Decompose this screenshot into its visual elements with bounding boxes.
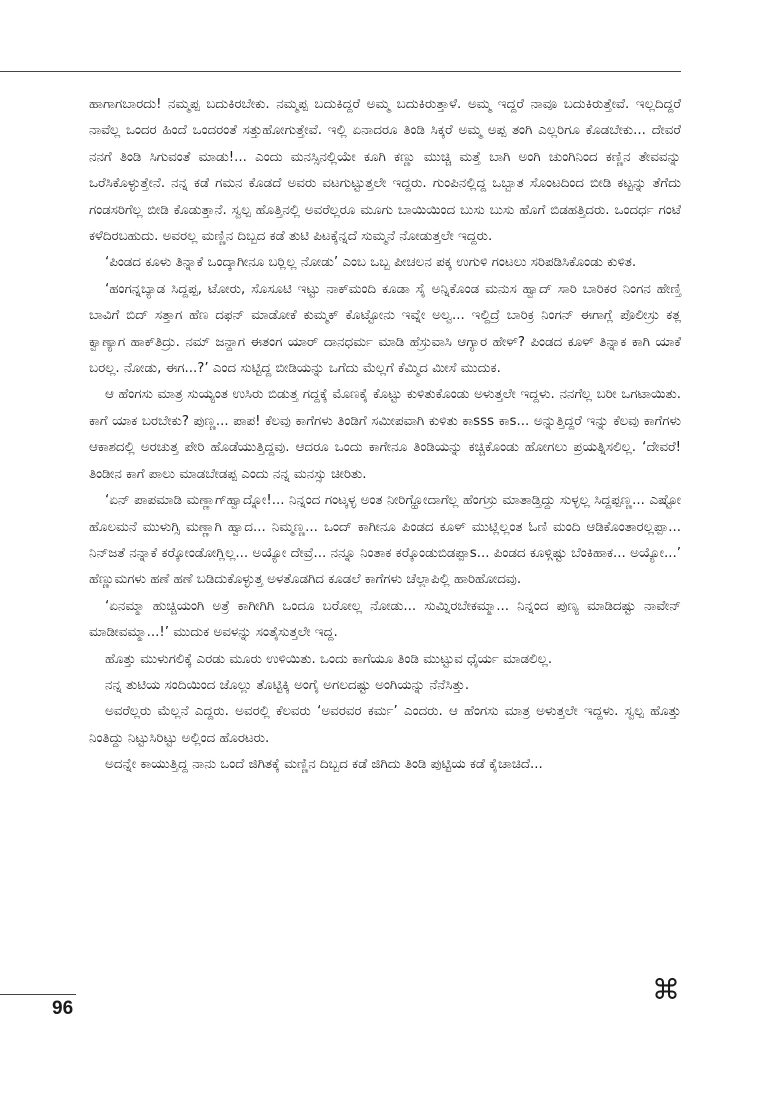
paragraph: ಅದನ್ನೇ ಕಾಯುತ್ತಿದ್ದ ನಾನು ಒಂದೆ ಜಿಗಿತಕ್ಕೆ ಮಣ್ಣಿನ ದಿಬ್ಬದ ಕಡೆ ಜಿಗಿದು ತಿಂಡಿ ಪುಟ್ಟಿಯ ಕಡೆ ಕೈಚಾಚಿದೆ... [105, 757, 543, 773]
text-body [89, 92, 681, 779]
paragraph: ಹಾಗಾಗಬಾರದು! ನಮ್ಮಪ್ಪ ಬದುಕಿರಬೇಕು. ನಮ್ಮಪ್ಪ ಬದುಕಿದ್ದರೆ ಅಮ್ಮ ಬದುಕಿರುತ್ತಾಳೆ. ಅಮ್ಮ ಇದ್ದರೆ ನಾವೂ ಬದುಕಿರುತ್ತೇವೆ. ಇಲ್ಲದಿದ್ದರೆ ನಾವೆಲ್ಲ ಒಂದರ ಹಿಂದೆ ಒಂದರಂತೆ ಸತ್ತುಹೋಗುತ್ತೇವೆ. ಇಲ್ಲಿ ಏನಾದರೂ ತಿಂಡಿ ಸಿಕ್ಕರೆ ಅಮ್ಮ ಅಪ್ಪ ತಂಗಿ ಎಲ್ಲರಿಗೂ ಕೊಡಬೇಕು... ದೇವರೆ ನನಗೆ ತಿಂಡಿ ಸಿಗುವಂತೆ ಮಾಡು!... ಎಂದು ಮನಸ್ಸಿನಲ್ಲಿಯೇ ಕೂಗಿ ಕಣ್ಣು ಮುಚ್ಚಿ ಮತ್ತೆ ಬಾಗಿ ಅಂಗಿ ಚುಂಗಿನಿಂದ ಕಣ್ಣಿನ ತೇವವನ್ನು ಒರೆಸಿಕೊಳ್ಳುತ್ತೇನೆ. ನನ್ನ ಕಡೆ ಗಮನ ಕೊಡದೆ ಅವರು ವಟಗುಟ್ಟುತ್ತಲೇ ಇದ್ದರು. ಗುಂಪಿನಲ್ಲಿದ್ದ ಒಬ್ಬಾತ ಸೊಂಟದಿಂದ ಬೀಡಿ ಕಟ್ಟನ್ನು ತೆಗೆದು ಗಂಡಸರಿಗೆಲ್ಲ ಬೀಡಿ ಕೊಡುತ್ತಾನೆ. ಸ್ವಲ್ಪ ಹೊತ್ತಿನಲ್ಲಿ ಅವರೆಲ್ಲರೂ ಮೂಗು ಬಾಯಿಯಿಂದ ಬುಸು ಬುಸು ಹೊಗೆ ಬಿಡಹತ್ತಿದರು. ಒಂದರ್ಧ ಗಂಟೆ ಕಳೆದಿರಬಹುದು. ಅವರಲ್ಲ ಮಣ್ಣಿನ ದಿಬ್ಬದ ಕಡೆ ತುಟಿ ಪಿಟಕ್ಕೆನ್ನದೆ ಸುಮ್ಮನೆ ನೋಡುತ್ತಲೇ ಇದ್ದರು. [89, 97, 681, 245]
place-of-interest-icon: ⌘ [652, 973, 680, 1006]
paragraph: ‘ಏನ್ ಪಾಪಮಾಡಿ ಮಣ್ಣಾಗ್‌ಹ್ವಾದ್ನೋ!... ನಿನ್ನಂದ ಗಂಟ್ಕಳ್ಳ ಅಂತ ನೀರಿಗ್ಹೋದಾಗೆಲ್ಲ ಹೆಂಗಸ್ರು ಮಾತಾಡ್ತಿದ್ದು ಸುಳ್ಳಲ್ಲ ಸಿದ್ದಪ್ಪಣ್ಣ... ಎಷ್ಟೋ ಹೊಲಮನೆ ಮುಳುಗ್ಸಿ ಮಣ್ಣಾಗಿ ಹ್ವಾದ... ನಿಮ್ಮಣ್ಣ... ಒಂದ್ ಕಾಗೀನೂ ಪಿಂಡದ ಕೂಳ್ ಮುಟ್ಲಿಲ್ಲಂತ ಓಣಿ ಮಂದಿ ಆಡಿಕೊಂತಾರಲ್ಲಪ್ಪಾ... ನಿನ್‌ಜತೆ ನನ್ನಾಕೆ ಕರ್‍ಕೋಂಡೋಗ್ಲಿಲ್ಲ... ಅಯ್ಯೋ ದೇವ್ರೆ... ನನ್ನೂ ನಿಂತಾಕ ಕರ್‍ಕೊಂಡುಬಿಡಪ್ಪಾs... ಪಿಂಡದ ಕೂಳ್ಗಿಷ್ಟು ಬೆಂಕಿಹಾಕ... ಅಯ್ಯೋ...’ ಹೆಣ್ಣುಮಗಳು ಹಣೆ ಹಣೆ ಬಡಿದುಕೊಳ್ಳುತ್ತ ಅಳತೊಡಗಿದ ಕೂಡಲೆ ಕಾಗೆಗಳು ಚೆಲ್ಲಾಪಿಲ್ಲಿ ಹಾರಿಹೋದವು. [89, 493, 681, 588]
footer-rule [0, 994, 76, 995]
paragraph: ಹೊತ್ತು ಮುಳುಗಲಿಕ್ಕೆ ಎರಡು ಮೂರು ಉಳಿಯಿತು. ಒಂದು ಕಾಗೆಯೂ ತಿಂಡಿ ಮುಟ್ಟುವ ಧೈರ್ಯ ಮಾಡಲಿಲ್ಲ. [105, 651, 553, 667]
paragraph: ‘ಏನಮ್ಮಾ ಹುಚ್ಚಿಯಂಗಿ ಅತ್ರೆ ಕಾಗೀಗಿಗಿ ಒಂದೂ ಬರೋಲ್ಲ ನೋಡು... ಸುಮ್ನಿರಬೇಕಮ್ಮಾ... ನಿನ್ನಂದ ಪುಣ್ಯ ಮಾಡಿದಷ್ಟು ನಾವೇನ್ ಮಾಡೀವಮ್ಮಾ...!’ ಮುದುಕ ಅವಳನ್ನು ಸಂತೈಸುತ್ತಲೇ ಇದ್ದ. [89, 598, 681, 641]
header-rule [0, 71, 681, 72]
paragraph: ಅವರೆಲ್ಲರು ಮೆಲ್ಲನೆ ಎದ್ದರು. ಅವರಲ್ಲಿ ಕೆಲವರು ‘ಅವರವರ ಕರ್ಮ’ ಎಂದರು. ಆ ಹೆಂಗಸು ಮಾತ್ರ ಅಳುತ್ತಲೇ ಇದ್ದಳು. ಸ್ವಲ್ಪ ಹೊತ್ತು ನಿಂತಿದ್ದು ನಿಟ್ಟುಸಿರಿಟ್ಟು ಅಲ್ಲಿಂದ ಹೊರಟರು. [89, 704, 681, 746]
paragraph: ‘ಪಿಂಡದ ಕೂಳು ತಿನ್ನಾಕೆ ಒಂದ್ಕಾಗೀನೂ ಬರ್‍ಲಿಲ್ಲ ನೋಡು’ ಎಂಬ ಒಬ್ಬ ಪೀಚಲನ ಪಕ್ಕ ಉಗುಳಿ ಗಂಟಲು ಸರಿಪಡಿಸಿಕೊಂಡು ಕುಳಿತ. [105, 255, 637, 271]
paragraph: ಆ ಹೆಂಗಸು ಮಾತ್ರ ಸುಯ್ಯಂತ ಉಸಿರು ಬಿಡುತ್ತ ಗದ್ದಕ್ಕೆ ಮೊಣಕೈ ಕೊಟ್ಟು ಕುಳಿತುಕೊಂಡು ಅಳುತ್ತಲೇ ಇದ್ದಳು. ನನಗೆಲ್ಲ ಬರೀ ಒಗಟಾಯಿತು. ಕಾಗೆ ಯಾಕ ಬರಬೇಕು? ಪುಣ್ಣ... ಪಾಪ! ಕೆಲವು ಕಾಗೆಗಳು ತಿಂಡಿಗೆ ಸಮೀಪವಾಗಿ ಕುಳಿತು ಕಾsss ಕಾs... ಅನ್ನುತ್ತಿದ್ದರೆ ಇನ್ನು ಕೆಲವು ಕಾಗೆಗಳು ಆಕಾಶದಲ್ಲಿ ಅರಚುತ್ತ ಪೇರಿ ಹೊಡೆಯುತ್ತಿದ್ದವು. ಆದರೂ ಒಂದು ಕಾಗೇನೂ ತಿಂಡಿಯನ್ನು ಕಚ್ಚಿಕೊಂಡು ಹೋಗಲು ಪ್ರಯತ್ನಿಸಲಿಲ್ಲ. ‘ದೇವರೆ! ತಿಂಡೀನ ಕಾಗೆ ಪಾಲು ಮಾಡಬೇಡಪ್ಪ ಎಂದು ನನ್ನ ಮನಸ್ಸು ಚೀರಿತು. [89, 387, 681, 482]
paragraph: ‘ಹಂಗನ್ನಬ್ಯಾಡ ಸಿದ್ದಪ್ಪ, ಟೋರು, ಸೊಸೂಟಿ ಇಟ್ಟು ನಾಕ್‌ಮಂದಿ ಕೂಡಾ ಸೈ ಅನ್ನಿಕೊಂಡ ಮನುಸ ಹ್ವಾದ್ ಸಾರಿ ಬಾರಿಕರ ನಿಂಗನ ಹೇಣ್ತಿ ಬಾವಿಗೆ ಬಿದ್ ಸತ್ತಾಗ ಹೆಣ ದಫನ್ ಮಾಡೋಕೆ ಕುಮ್ಮಕ್ ಕೊಟ್ಟೋನು ಇವ್ನೇ ಅಲ್ವ... ಇಲ್ದಿದ್ರೆ ಬಾರಿಕ್ರ ನಿಂಗನ್ ಈಗಾಗ್ಲೆ ಪೊಲೀಸ್ರು ಕತ್ಲ ಕ್ವಾಣ್ಯಾಗ ಹಾಕ್‌ತಿದ್ರು. ನಮ್ ಜನ್ದಾಗ ಈತಂಗ ಯಾರ್ ದಾನಧರ್ಮ ಮಾಡಿ ಹೆಸ್ರುವಾಸಿ ಆಗ್ಯಾರ ಹೇಳ್? ಪಿಂಡದ ಕೂಳ್ ತಿನ್ನಾಕ ಕಾಗಿ ಯಾಕೆ ಬರಲ್ಲ. ನೋಡು, ಈಗ...?’ ಎಂದ ಸುಟ್ಟಿದ್ದ ಬೀಡಿಯನ್ನು ಒಗೆದು ಮೆಲ್ಲಗೆ ಕೆಮ್ಮಿದ ಮೀಸೆ ಮುದುಕ. [89, 281, 681, 377]
page-number: 96 [52, 998, 74, 1019]
paragraph: ನನ್ನ ತುಟಿಯ ಸಂದಿಯಿಂದ ಜೊಲ್ಲು ತೊಟ್ಟಿಕ್ಕಿ ಅಂಗೈ ಅಗಲದಷ್ಟು ಅಂಗಿಯನ್ನು ನೆನೆಸಿತ್ತು. [105, 677, 470, 693]
